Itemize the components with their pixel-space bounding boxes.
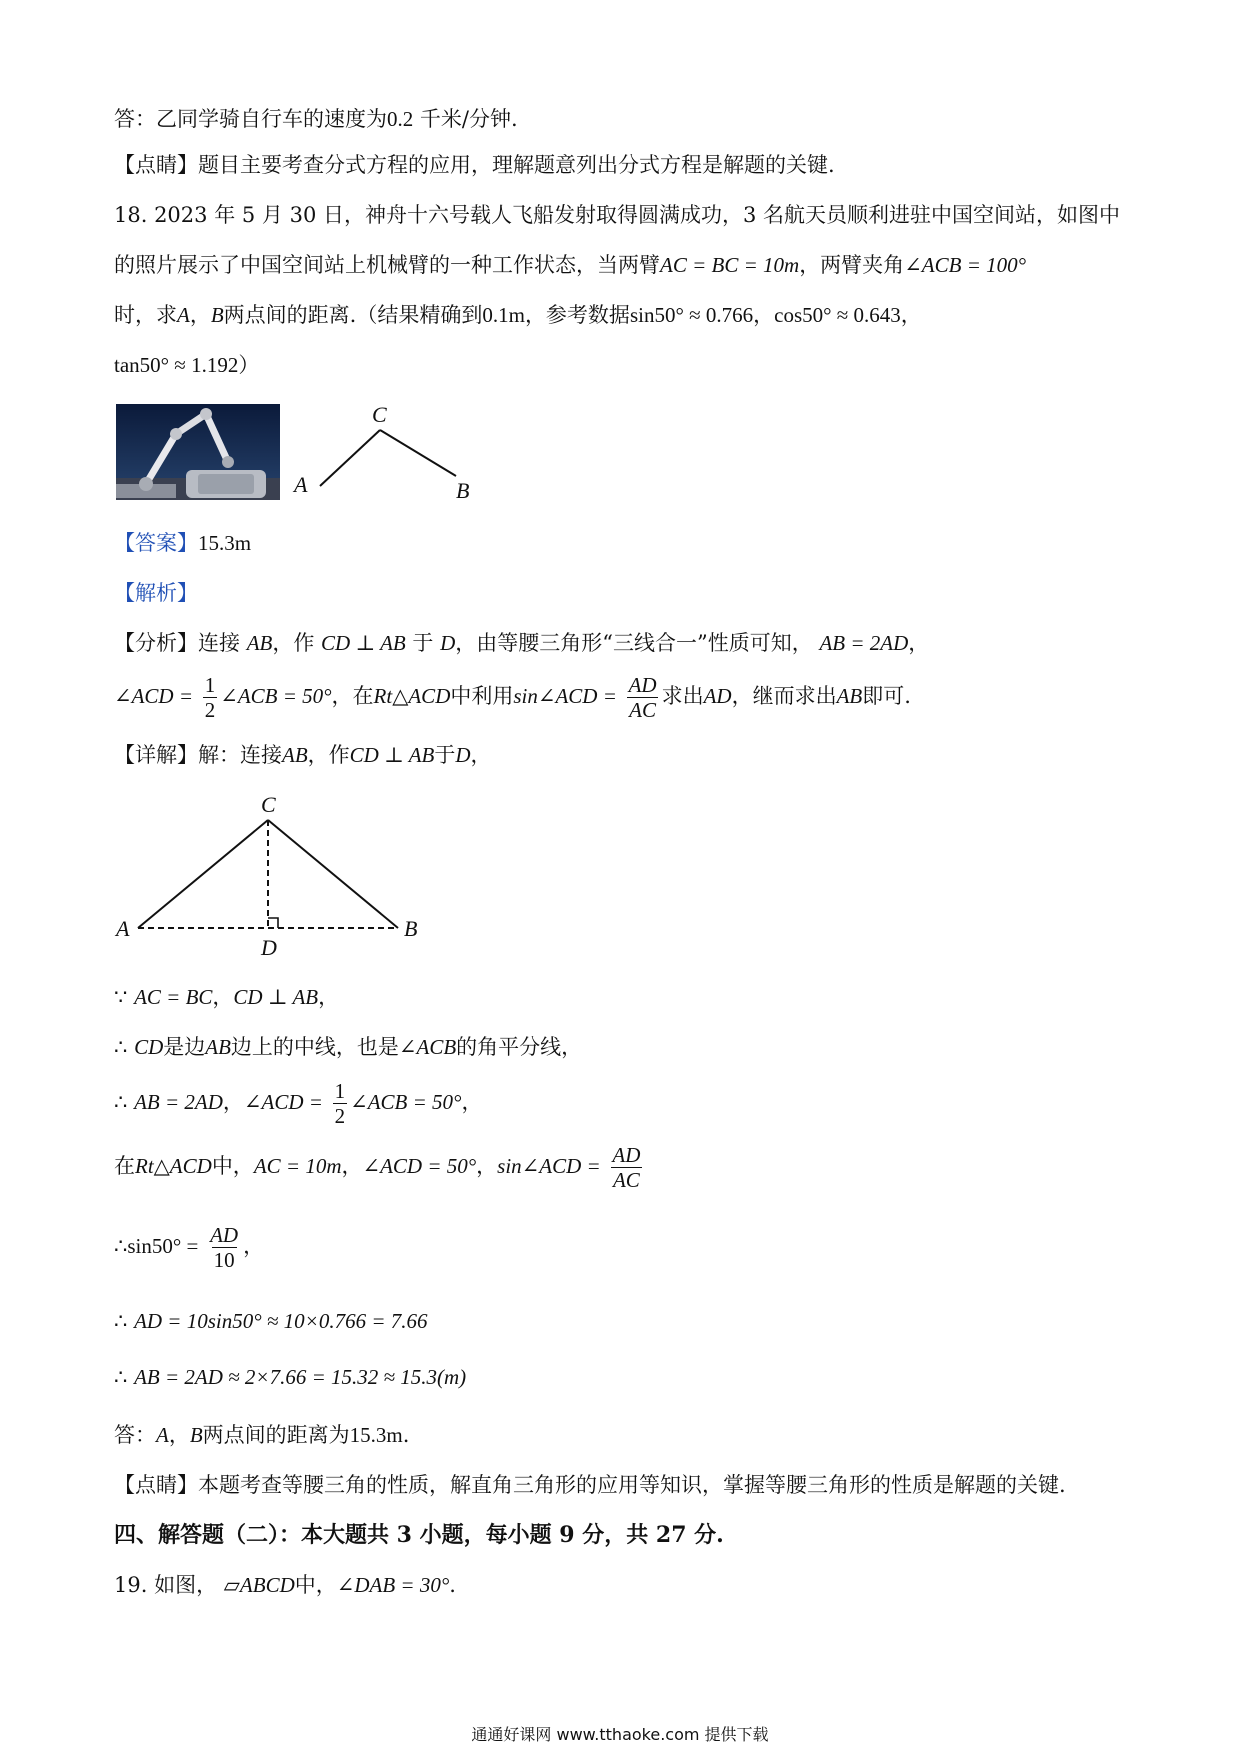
step-5: ∴sin50° = $\frac{AD}{10}$ ， [114,1223,265,1272]
fraction-half: $\frac{1}{2}$ [334,1079,346,1128]
fig1-label-a: A [294,472,308,497]
q18-line-4: tan50° ≈ 1.192） [114,353,260,377]
robotic-arm-photo [116,404,280,500]
fig2-label-d: D [261,935,277,960]
fraction-ad-10: $\frac{AD}{10}$ [210,1223,239,1272]
dianjing-line: 【点睛】本题考查等腰三角的性质，解直角三角形的应用等知识，掌握等腰三角形的性质是解题的关键. [114,1473,1066,1497]
segment-ac [320,430,380,486]
figure-arm-sketch [280,400,480,510]
q18-line-2: 的照片展示了中国空间站上机械臂的一种工作状态，当两臂AC = BC = 10m，两臂夹角∠ACB = 100° [114,253,1027,277]
fenxi-line-2: ∠ACD = $\frac{1}{2}$ ∠ACB = 50°，在Rt△ACD中利用sin∠ACD = $\frac{AD}{AC}$ 求出AD，继而求出AB即可. [114,673,911,722]
xiangjie-line: 【详解】解：连接AB，作CD ⊥ AB于D， [114,743,492,767]
answer-line-prev: 答：乙同学骑自行车的速度为0.2 千米/分钟. [114,107,518,131]
fraction-ad-ac: $\frac{AD}{AC}$ [628,673,657,722]
fig2-label-c: C [261,792,276,817]
right-angle-mark [268,918,278,928]
answer-line: 【答案】15.3m [114,531,252,555]
q19-line: 19. 如图， ▱ABCD中，∠DAB = 30°. [114,1573,456,1597]
segment-cb [268,820,398,928]
fig1-label-b: B [456,478,470,503]
fenxi-line-1: 【分析】连接 AB，作 CD ⊥ AB 于 D，由等腰三角形“三线合一”性质可知， AB = 2AD， [114,631,930,655]
page-footer: 通通好课网 www.tthaoke.com 提供下载 [471,1725,769,1744]
step-6: ∴ AD = 10sin50° ≈ 10×0.766 = 7.66 [114,1309,428,1333]
fig2-label-b: B [404,916,418,941]
step-1: ∵ AC = BC，CD ⊥ AB， [114,985,340,1009]
q18-line-3: 时，求A，B两点间的距离.（结果精确到0.1m，参考数据sin50° ≈ 0.766，cos50° ≈ 0.643， [114,303,922,327]
dianjing-prev: 【点睛】题目主要考查分式方程的应用，理解题意列出分式方程是解题的关键. [114,153,835,177]
step-7: ∴ AB = 2AD ≈ 2×7.66 = 15.32 ≈ 15.3(m) [114,1365,467,1389]
jiexi-label: 【解析】 [114,581,198,605]
fig2-label-a: A [116,916,130,941]
fraction-half: $\frac{1}{2}$ [204,673,216,722]
figure-triangle-acb [110,790,440,960]
final-answer: 答：A，B两点间的距离为15.3m. [114,1423,410,1447]
segment-ac [138,820,268,928]
fig1-label-c: C [372,402,387,427]
segment-cb [380,430,456,476]
q18-line-1: 18. 2023 年 5 月 30 日，神舟十六号载人飞船发射取得圆满成功，3 名航天员顺利进驻中国空间站，如图中 [114,203,1121,227]
step-2: ∴ CD是边AB边上的中线，也是∠ACB的角平分线， [114,1035,583,1059]
section-heading: 四、解答题（二）：本大题共 3 小题，每小题 9 分，共 27 分. [114,1522,724,1548]
step-3: ∴ AB = 2AD，∠ACD = $\frac{1}{2}$ ∠ACB = 50°， [114,1079,483,1128]
fraction-ad-ac: $\frac{AD}{AC}$ [612,1143,641,1192]
step-4: 在Rt△ACD中，AC = 10m，∠ACD = 50°，sin∠ACD = $\frac{AD}{AC}$ [114,1143,641,1192]
